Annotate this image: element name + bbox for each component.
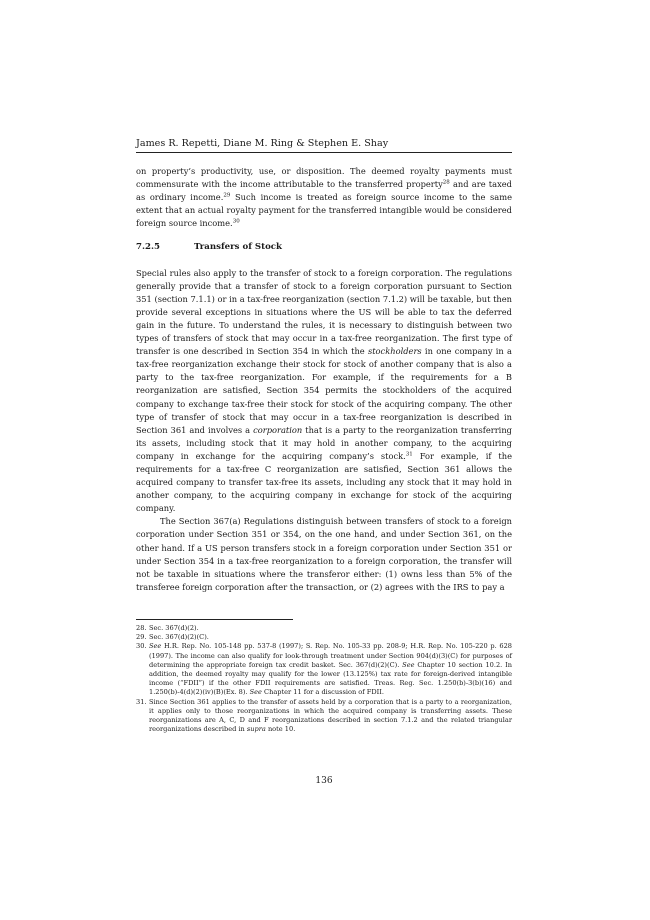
footnote-number: 29. xyxy=(136,633,147,642)
footnote-text: Sec. 367(d)(2)(C). xyxy=(149,633,209,642)
footnote-number: 31. xyxy=(136,697,147,706)
footnote-29 xyxy=(136,633,512,642)
section-number: 7.2.5 xyxy=(136,242,160,253)
footnote-ref-29[interactable]: 29 xyxy=(223,192,231,199)
footnote-31-text-2: note 10. xyxy=(265,725,296,734)
paragraph-2: The Section 367(a) Regulations distinguish between transfers of stock to a foreign corporation under Section 351 or 354, on the one hand, and under Section 361, on the other hand. If a US person transfers stock in a foreign corporation under Section 351 or under Section 354 in a tax-free reorganization to a foreign corporation, the transfer will not be taxable in situations where the transferor either: (1) owns less than 5% of the transferee foreign corporation after the transaction, or (2) agrees with the IRS to pay a xyxy=(136,516,512,592)
body-text xyxy=(136,165,512,594)
footnote-number: 28. xyxy=(136,624,147,632)
section-title: Transfers of Stock xyxy=(194,242,282,253)
see-signal: See xyxy=(249,688,262,697)
see-signal: See xyxy=(402,660,415,669)
footnote-28 xyxy=(136,624,512,633)
intro-text-3: Such income is treated as foreign source income to the same extent that an actual royalty payment for the transferred intangible would be considered foreign source income. xyxy=(136,192,513,229)
para1-text-1: Special rules also apply to the transfer of stock to a foreign corporation. The regulations generally provide that a transfer of stock to a foreign corporation pursuant to Section 351 (section 7.1.1) or in a tax-free reorganization (section 7.1.2) will be taxable, but then provide several exceptions in situations where the US will be able to tax the deferred gain in the future. To understand the rules, it is necessary to distinguish between two types of transfers of stock that may occur in a tax-free reorganization. The first type of transfer is one described in Section 354 in which the xyxy=(136,267,512,357)
footnote-ref-30[interactable]: 30 xyxy=(232,218,240,225)
intro-paragraph xyxy=(136,165,512,230)
see-signal: See xyxy=(149,642,162,651)
footnote-number: 30. xyxy=(136,642,147,651)
section-heading xyxy=(136,241,512,254)
para1-emphasis-stockholders: stockholders xyxy=(367,346,422,357)
footnote-text: Sec. 367(d)(2). xyxy=(149,624,199,632)
footnote-30-text-1: H.R. Rep. No. 105-148 pp. 537-8 (1997); S. Rep. No. 105-33 pp. 208-9; H.R. Rep. No. 105-220 p. 628 (1997). The income can also qualify for look-through treatment under Section 904(d)(3)(C) for purposes of determining the appropriate foreign tax credit basket. Sec. 367(d)(2)(C). xyxy=(149,642,512,669)
para1-text-2: in one company in a tax-free reorganization exchange their stock for stock of another company that is also a party to the tax-free reorganization. For example, if the requirements for a B reorganization are satisfied, Section 354 permits the stockholders of the acquired company to exchange tax-free their stock for stock of the acquiring company. The other type of transfer of stock that may occur in a tax-free reorganization is described in Section 361 and involves a xyxy=(136,346,512,435)
page-number: 136 xyxy=(315,776,333,786)
footnote-31-text-1: Since Section 361 applies to the transfer of assets held by a corporation that is a party to a reorganization, it applies only to those reorganizations in which the acquired company is transferring assets. These reorganizations are A, C, D and F reorganizations described in section 7.1.2 and the related triangular reorganizations described in xyxy=(149,697,512,734)
footnote-31 xyxy=(136,698,512,735)
footnote-divider xyxy=(136,619,293,620)
intro-text-2: and are taxed as ordinary income. xyxy=(136,179,512,203)
footnote-text xyxy=(149,642,512,697)
para1-text-3: that is a party to the reorganization transferring its assets, including stock that it may hold in another company, to the acquiring company in exchange for the acquiring company’s stock. xyxy=(136,424,512,461)
supra-signal: supra xyxy=(246,725,266,734)
footnote-ref-28[interactable]: 28 xyxy=(442,179,450,186)
footnote-ref-31[interactable]: 31 xyxy=(405,451,413,458)
footnote-30 xyxy=(136,642,512,697)
para1-text-4: For example, if the requirements for a tax-free C reorganization are satisfied, Section 361 allows the acquired company to transfer tax-free its assets, including any stock that it may hold in another company, to the acquiring company in exchange for stock of the acquiring company. xyxy=(136,450,512,514)
running-header: James R. Repetti, Diane M. Ring & Stephen E. Shay xyxy=(136,138,512,153)
footnote-text xyxy=(149,698,512,735)
intro-text-1: on property’s productivity, use, or disposition. The deemed royalty payments must commensurate with the income attributable to the transferred property xyxy=(136,166,512,190)
footnote-30-text-3: Chapter 11 for a discussion of FDII. xyxy=(261,688,384,697)
paragraph-1 xyxy=(136,267,512,516)
footnotes xyxy=(136,624,512,734)
para1-emphasis-corporation: corporation xyxy=(253,424,303,435)
footnote-30-text-2: Chapter 10 section 10.2. In addition, the deemed royalty may qualify for the lower (13.125%) tax rate for foreign-derived intangible income (“FDII”) if the other FDII requirements are satisfied. Treas. Reg. Sec. 1.250(b)-3(b)(16) and 1.250(b)-4(d)(2)(iv)(B)(Ex. 8). xyxy=(149,660,512,697)
